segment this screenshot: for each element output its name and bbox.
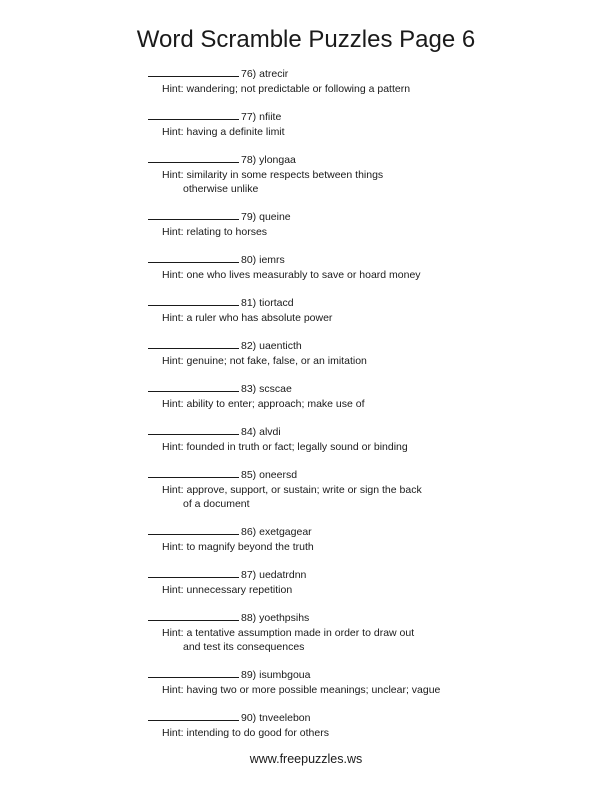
puzzle-number: 84) — [241, 426, 257, 438]
scrambled-word: iemrs — [259, 254, 285, 266]
puzzle-hint — [148, 125, 285, 140]
puzzle-item — [148, 109, 285, 139]
answer-blank[interactable] — [148, 66, 239, 77]
puzzle-number: 79) — [241, 211, 257, 223]
puzzle-number: 81) — [241, 297, 257, 309]
puzzle-hint — [148, 225, 291, 240]
puzzle-item — [148, 209, 291, 239]
hint-text: Hint: one who lives measurably to save or hoard money — [162, 268, 421, 281]
scrambled-word: alvdi — [259, 426, 281, 438]
puzzle-item — [148, 381, 365, 411]
puzzle-hint — [148, 268, 421, 283]
scrambled-word: queine — [259, 211, 291, 223]
hint-text: Hint: intending to do good for others — [162, 726, 329, 739]
hint-text: Hint: founded in truth or fact; legally sound or binding — [162, 440, 408, 453]
puzzle-item — [148, 66, 410, 96]
footer-url: www.freepuzzles.ws — [249, 752, 363, 766]
hint-text: Hint: unnecessary repetition — [162, 583, 293, 596]
puzzle-question-line — [148, 109, 285, 125]
hint-text: Hint: to magnify beyond the truth — [162, 540, 314, 553]
puzzle-hint — [148, 583, 306, 598]
hint-text: Hint: wandering; not predictable or following a pattern — [162, 82, 411, 95]
answer-blank[interactable] — [148, 467, 239, 478]
puzzle-number: 77) — [241, 111, 257, 123]
puzzle-item — [148, 610, 414, 655]
puzzle-item — [148, 710, 329, 740]
answer-blank[interactable] — [148, 338, 239, 349]
puzzle-hint — [148, 483, 422, 512]
puzzle-question-line — [148, 152, 383, 168]
answer-blank[interactable] — [148, 209, 239, 220]
hint-text: Hint: genuine; not fake, false, or an imitation — [162, 354, 367, 367]
hint-text-continuation: and test its consequences — [183, 641, 305, 653]
puzzle-question-line — [148, 567, 306, 583]
scrambled-word: tiortacd — [259, 297, 294, 309]
scrambled-word: atrecir — [259, 68, 289, 80]
puzzle-question-line — [148, 524, 314, 540]
puzzle-item — [148, 252, 421, 282]
scrambled-word: scscae — [259, 383, 292, 395]
page-title: Word Scramble Puzzles Page 6 — [136, 26, 476, 53]
answer-blank[interactable] — [148, 424, 239, 435]
scrambled-word: nfiite — [259, 111, 282, 123]
puzzle-number: 87) — [241, 569, 257, 581]
hint-text: Hint: having a definite limit — [162, 125, 285, 138]
puzzle-number: 85) — [241, 469, 257, 481]
puzzle-hint — [148, 354, 367, 369]
puzzle-hint — [148, 397, 365, 412]
puzzle-question-line — [148, 252, 421, 268]
puzzle-number: 82) — [241, 340, 257, 352]
scrambled-word: exetgagear — [259, 526, 312, 538]
puzzle-number: 90) — [241, 712, 257, 724]
puzzle-item — [148, 567, 306, 597]
puzzle-number: 80) — [241, 254, 257, 266]
answer-blank[interactable] — [148, 109, 239, 120]
puzzle-question-line — [148, 667, 440, 683]
puzzle-hint — [148, 168, 383, 197]
puzzle-question-line — [148, 338, 367, 354]
answer-blank[interactable] — [148, 567, 239, 578]
hint-text: Hint: ability to enter; approach; make use of — [162, 397, 365, 410]
hint-text-continuation: of a document — [183, 498, 250, 510]
puzzle-hint — [148, 440, 408, 455]
puzzle-hint — [148, 683, 440, 698]
hint-text-continuation: otherwise unlike — [183, 183, 259, 195]
scrambled-word: tnveelebon — [259, 712, 311, 724]
puzzle-hint — [148, 626, 414, 655]
scrambled-word: yoethpsihs — [259, 612, 310, 624]
puzzle-number: 83) — [241, 383, 257, 395]
hint-text: Hint: approve, support, or sustain; write or sign the back — [162, 483, 422, 496]
puzzle-item — [148, 524, 314, 554]
answer-blank[interactable] — [148, 295, 239, 306]
puzzle-question-line — [148, 710, 329, 726]
puzzle-question-line — [148, 610, 414, 626]
puzzle-item — [148, 667, 440, 697]
puzzle-question-line — [148, 467, 422, 483]
puzzle-number: 89) — [241, 669, 257, 681]
puzzle-question-line — [148, 209, 291, 225]
puzzle-number: 86) — [241, 526, 257, 538]
puzzle-question-line — [148, 424, 408, 440]
puzzle-item — [148, 295, 332, 325]
puzzle-question-line — [148, 66, 410, 82]
puzzle-hint — [148, 726, 329, 741]
answer-blank[interactable] — [148, 152, 239, 163]
puzzle-question-line — [148, 295, 332, 311]
puzzle-number: 78) — [241, 154, 257, 166]
scrambled-word: oneersd — [259, 469, 298, 481]
puzzle-number: 76) — [241, 68, 257, 80]
scrambled-word: uaenticth — [259, 340, 302, 352]
answer-blank[interactable] — [148, 524, 239, 535]
scrambled-word: uedatrdnn — [259, 569, 307, 581]
puzzle-item — [148, 338, 367, 368]
puzzle-hint — [148, 311, 332, 326]
answer-blank[interactable] — [148, 610, 239, 621]
hint-text: Hint: a tentative assumption made in order to draw out — [162, 626, 415, 639]
hint-text: Hint: similarity in some respects between things — [162, 168, 384, 181]
puzzle-item — [148, 424, 408, 454]
answer-blank[interactable] — [148, 667, 239, 678]
hint-text: Hint: having two or more possible meanings; unclear; vague — [162, 683, 441, 696]
scrambled-word: ylongaa — [259, 154, 296, 166]
hint-text: Hint: a ruler who has absolute power — [162, 311, 333, 324]
hint-text: Hint: relating to horses — [162, 225, 268, 238]
puzzle-question-line — [148, 381, 365, 397]
answer-blank[interactable] — [148, 381, 239, 392]
puzzle-item — [148, 467, 422, 512]
puzzle-number: 88) — [241, 612, 257, 624]
answer-blank[interactable] — [148, 252, 239, 263]
scrambled-word: isumbgoua — [259, 669, 311, 681]
puzzle-item — [148, 152, 383, 197]
answer-blank[interactable] — [148, 710, 239, 721]
puzzle-hint — [148, 540, 314, 555]
puzzle-hint — [148, 82, 410, 97]
